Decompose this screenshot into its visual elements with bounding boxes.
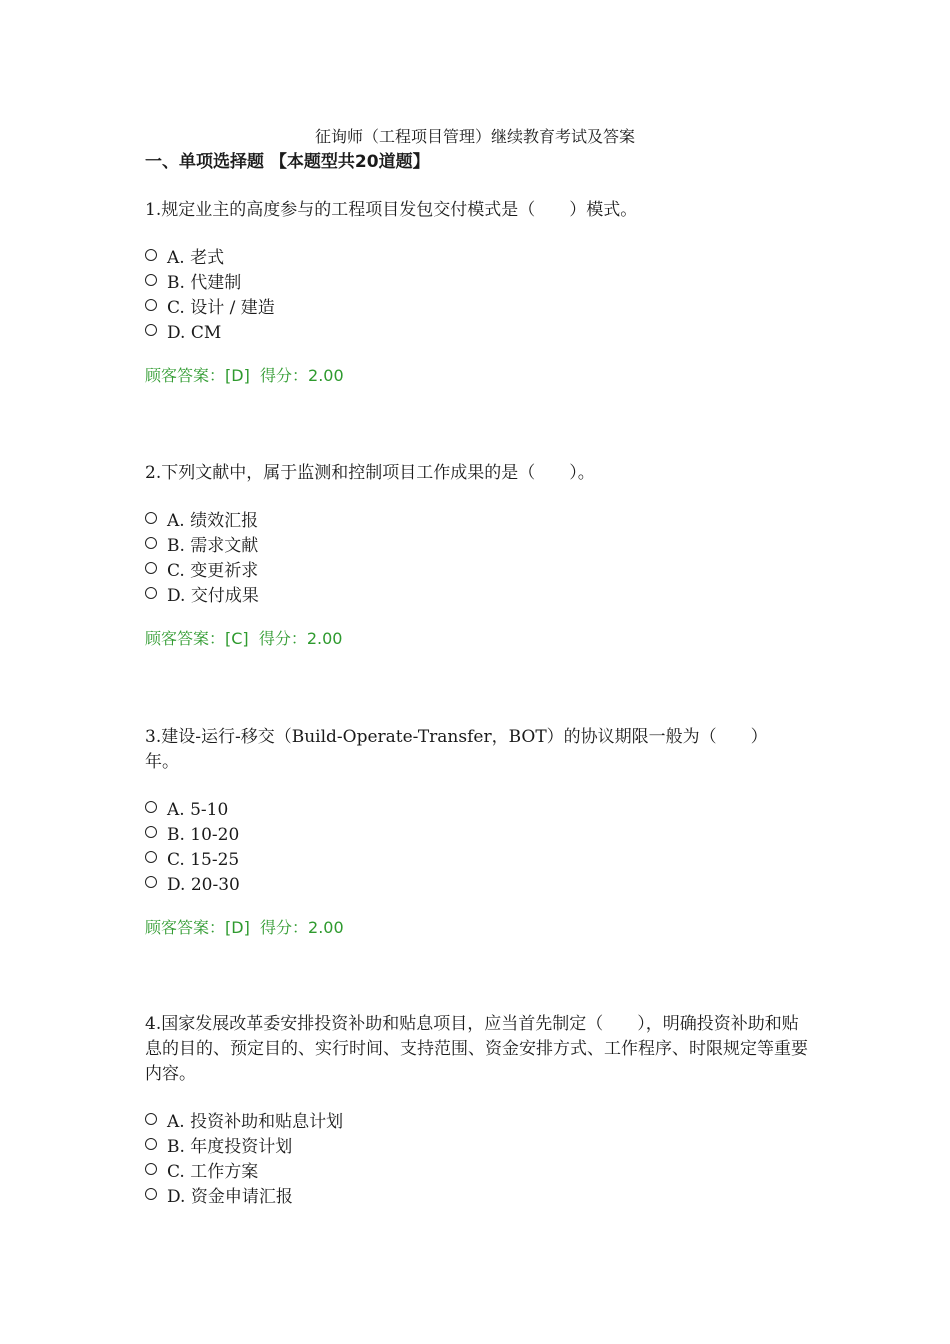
option-c[interactable] [145,559,810,584]
option-d[interactable] [145,1185,810,1210]
answer-label: 顾客答案： [145,629,226,648]
option-d[interactable] [145,873,775,898]
radio-button-icon[interactable] [145,1163,157,1175]
option-a[interactable] [145,246,810,271]
option-label: A. 绩效汇报 [167,511,259,531]
option-label: D. 交付成果 [167,586,259,606]
section-heading: 一、单项选择题 【本题型共20道题】 [145,152,430,172]
question-1 [145,198,810,388]
answer-label: 顾客答案： [145,918,226,937]
option-label: D. 资金申请汇报 [167,1187,293,1207]
radio-button-icon[interactable] [145,249,157,261]
radio-button-icon[interactable] [145,1138,157,1150]
radio-button-icon[interactable] [145,537,157,549]
answer-value: [D] [225,366,250,385]
radio-button-icon[interactable] [145,299,157,311]
option-label: A. 5-10 [167,800,229,820]
question-2 [145,461,810,651]
answer-line [145,916,775,940]
radio-button-icon[interactable] [145,1188,157,1200]
option-c[interactable] [145,848,775,873]
answer-label: 顾客答案： [145,366,226,385]
question-text: 3.建设-运行-移交（Build-Operate-Transfer，BOT）的协议期限一般为（ ）年。 [145,727,768,772]
option-a[interactable] [145,798,775,823]
option-label: C. 变更祈求 [167,561,259,581]
option-b[interactable] [145,534,810,559]
score-label: 得分： [258,629,307,648]
option-label: A. 投资补助和贴息计划 [167,1112,344,1132]
score-value: 2.00 [308,918,344,937]
option-label: C. 工作方案 [167,1162,259,1182]
option-label: C. 设计 / 建造 [167,298,275,318]
option-a[interactable] [145,1110,810,1135]
answer-value: [C] [225,629,249,648]
option-b[interactable] [145,823,775,848]
option-c[interactable] [145,1160,810,1185]
option-list [145,509,810,609]
score-value: 2.00 [306,629,343,648]
document-title: 征询师（工程项目管理）继续教育考试及答案 [314,127,635,146]
option-list [145,1110,810,1210]
option-b[interactable] [145,271,810,296]
question-text: 2.下列文献中，属于监测和控制项目工作成果的是（ ）。 [145,463,595,483]
option-label: D. CM [167,323,222,343]
radio-button-icon[interactable] [145,801,157,813]
answer-line [145,364,810,388]
option-label: B. 年度投资计划 [167,1137,293,1157]
option-label: B. 10-20 [167,825,240,845]
option-c[interactable] [145,296,810,321]
question-4 [145,1012,810,1210]
option-label: A. 老式 [167,248,225,268]
score-label: 得分： [260,366,309,385]
question-3 [145,725,775,940]
radio-button-icon[interactable] [145,512,157,524]
score-label: 得分： [260,918,309,937]
radio-button-icon[interactable] [145,851,157,863]
answer-value: [D] [225,918,250,937]
option-label: D. 20-30 [167,875,240,895]
answer-line [145,627,810,651]
radio-button-icon[interactable] [145,324,157,336]
radio-button-icon[interactable] [145,876,157,888]
radio-button-icon[interactable] [145,562,157,574]
radio-button-icon[interactable] [145,1113,157,1125]
question-text: 4.国家发展改革委安排投资补助和贴息项目，应当首先制定（ ），明确投资补助和贴息的目的、预定目的、实行时间、支持范围、资金安排方式、工作程序、时限规定等重要内容。 [145,1014,808,1084]
option-list [145,798,775,898]
radio-button-icon[interactable] [145,587,157,599]
option-list [145,246,810,346]
option-label: B. 需求文献 [167,536,259,556]
option-label: C. 15-25 [167,850,240,870]
option-d[interactable] [145,584,810,609]
question-text: 1.规定业主的高度参与的工程项目发包交付模式是（ ）模式。 [145,200,638,220]
option-b[interactable] [145,1135,810,1160]
score-value: 2.00 [308,366,344,385]
option-label: B. 代建制 [167,273,242,293]
option-a[interactable] [145,509,810,534]
radio-button-icon[interactable] [145,274,157,286]
radio-button-icon[interactable] [145,826,157,838]
option-d[interactable] [145,321,810,346]
